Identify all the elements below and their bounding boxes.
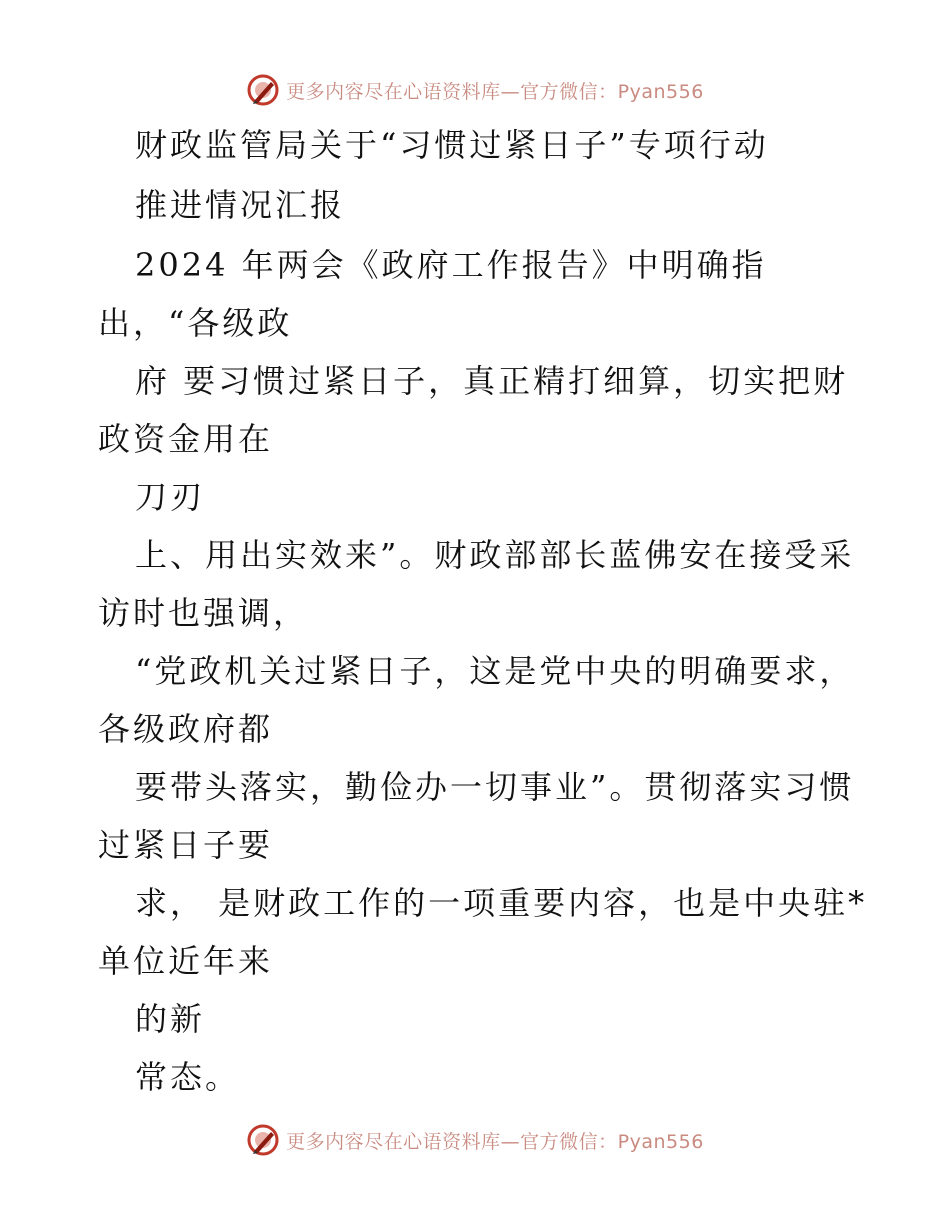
watermark-text: 更多内容尽在心语资料库—官方微信：Pyan556 [286,80,704,103]
paragraph-line: 单位近年来 [98,942,274,980]
paragraph-line: 求， 是财政工作的一项重要内容，也是中央驻* [135,884,868,922]
paragraph-line: “党政机关过紧日子，这是党中央的明确要求， [135,652,855,690]
paragraph-line: 政资金用在 [98,420,274,458]
header-watermark [0,70,950,110]
paragraph-line: 出，“各级政 [98,304,293,342]
document-title-line-1: 财政监管局关于“习惯过紧日子”专项行动 [135,126,769,164]
pen-logo-icon [246,73,280,107]
paragraph-line: 各级政府都 [98,710,274,748]
pen-logo-icon [246,1123,280,1157]
paragraph-line: 要带头落实，勤俭办一切事业”。贯彻落实习惯 [135,768,855,806]
paragraph-line: 的新 [135,1000,206,1038]
paragraph-line: 2024 年两会《政府工作报告》中明确指 [135,246,767,284]
paragraph-line: 刀刃 [135,478,206,516]
paragraph-line: 常态。 [135,1058,241,1096]
footer-watermark [0,1120,950,1160]
paragraph-line: 过紧日子要 [98,826,274,864]
paragraph-line: 府 要习惯过紧日子，真正精打细算，切实把财 [135,362,849,400]
paragraph-line: 上、用出实效来”。财政部部长蓝佛安在接受采 [135,536,855,574]
document-title-line-2: 推进情况汇报 [135,186,346,224]
paragraph-line: 访时也强调， [98,594,309,632]
watermark-text: 更多内容尽在心语资料库—官方微信：Pyan556 [286,1130,704,1153]
